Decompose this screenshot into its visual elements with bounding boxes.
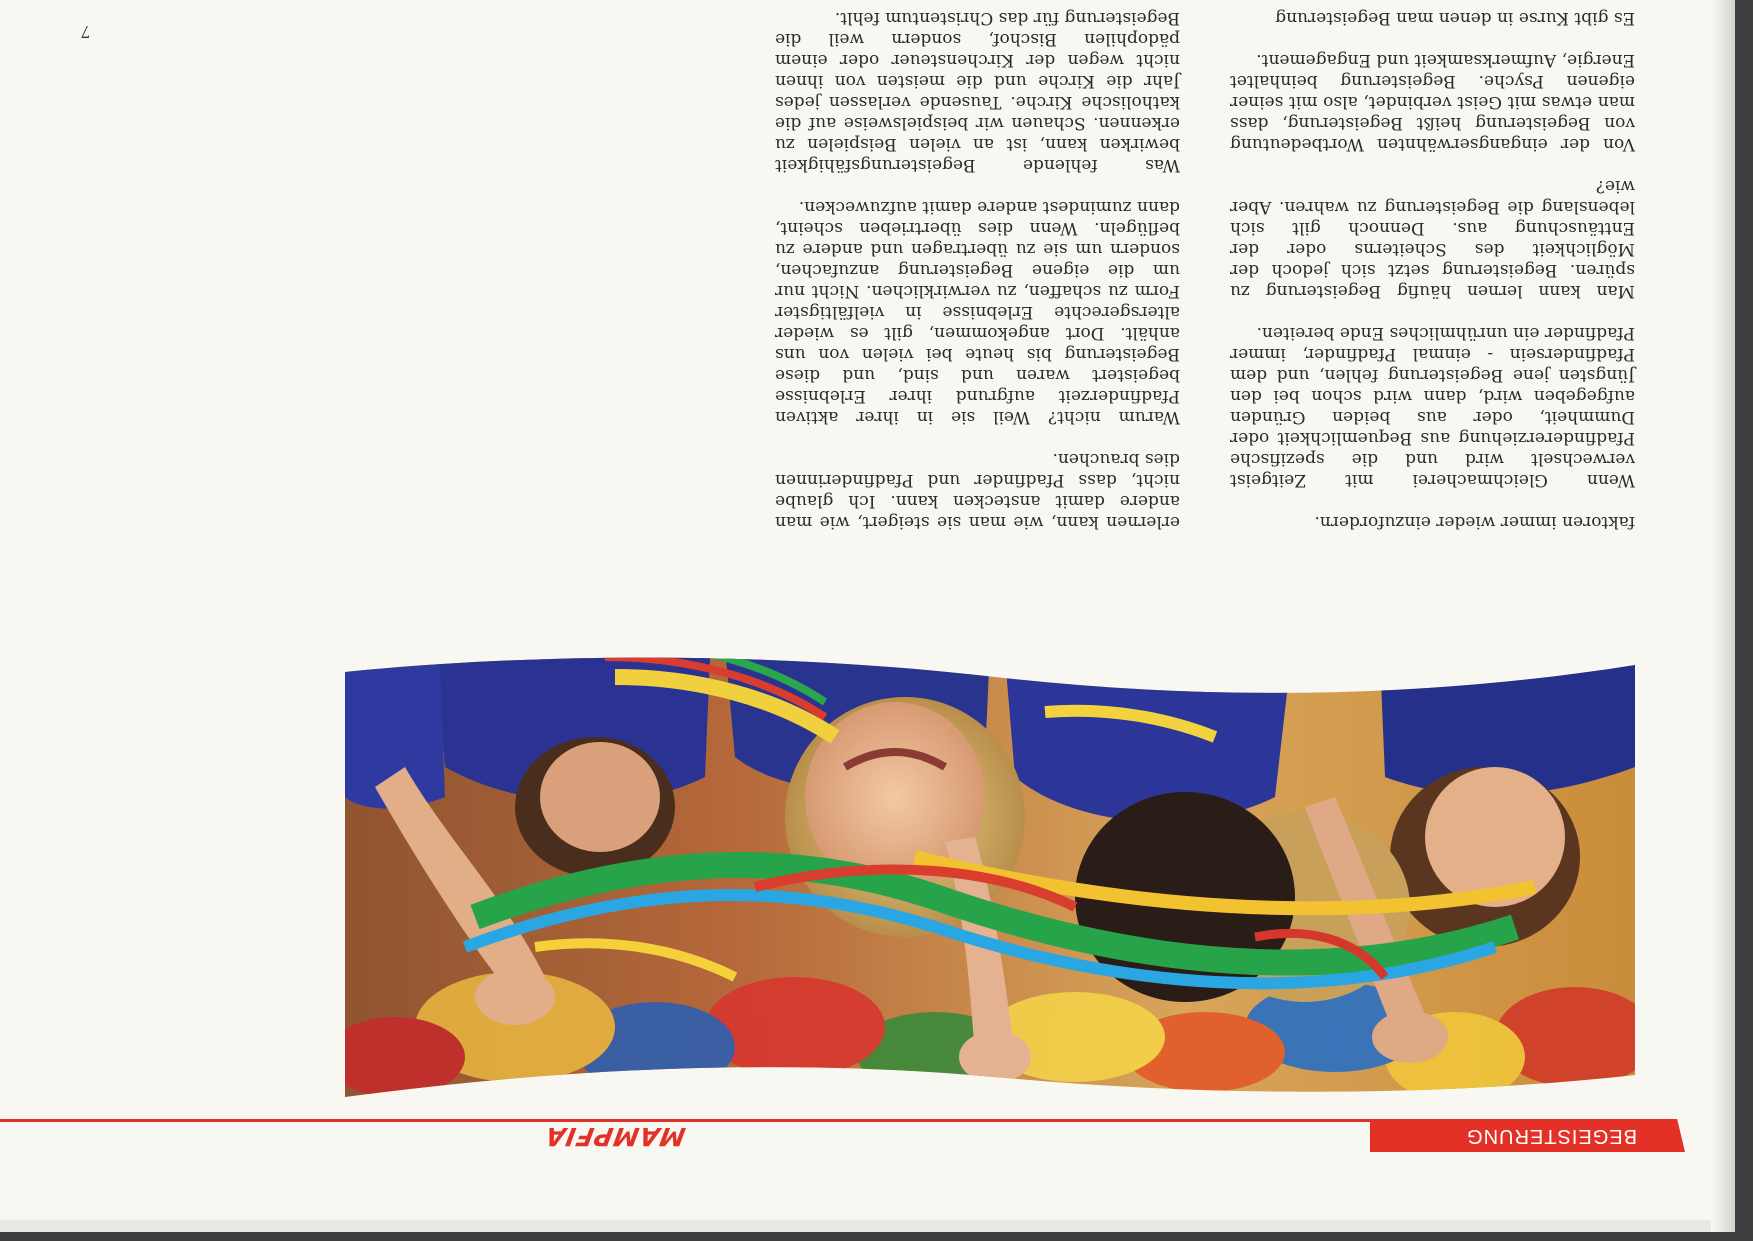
paragraph: faktoren immer wieder einzufordern. — [1314, 512, 1635, 532]
paragraph: Es gibt Kurse in denen man Begeisterung — [1275, 8, 1635, 28]
photo-image — [345, 537, 1635, 1097]
page-number: 7 — [81, 22, 90, 42]
section-header — [0, 1119, 1685, 1152]
paragraph: Von der eingangserwähnten Wortbedeutung von Begeisterung heißt Begeisterung, dass man etwas mit Geist verbindet, also mit seiner eigenen Psyche. Begeisterung beinhaltet Energie, Aufmerksamkeit und Engagement. — [1230, 50, 1635, 154]
page-gutter-shadow — [1711, 0, 1735, 1232]
page-edge — [0, 1220, 1735, 1232]
paragraph: Man kann lernen häufig Begeisterung zu spüren. Begeisterung setzt sich jedoch der Möglichkeit des Scheiterns oder der Enttäuschung aus. Dennoch gilt sich lebenslang die Begeisterung zu wahren. Aber wie? — [1230, 176, 1635, 301]
mampfia-logo: MAMPFIA — [542, 1122, 688, 1151]
article-column-right — [775, 0, 1180, 532]
article-column-left — [1230, 0, 1635, 532]
paragraph: erlernen kann, wie man sie steigert, wie man andere damit anstecken kann. Ich glaube nicht, dass Pfadfinder und Pfadfinderinnen dies brauchen. — [775, 449, 1180, 532]
scouts-crowd-photo — [345, 537, 1635, 1097]
paragraph: Warum nicht? Weil sie in ihrer aktiven Pfadfinderzeit aufgrund ihrer Erlebnisse begeistert waren und sind, und diese Begeisterung bis heute bei vielen von uns anhält. Dort angekommen, gilt es wieder altersgerechte Erlebnisse in vielfältigster Form zu schaffen, zu verwirklichen. Nicht nur um die eigene Begeisterung anzufachen, sondern um sie zu übertragen und andere zu beflügeln. Wenn dies übertrieben scheint, dann zumindest andere damit aufzuwecken. — [775, 197, 1180, 427]
paragraph: Was fehlende Begeisterungsfähigkeit bewirken kann, ist an vielen Beispielen zu erkennen. Schauen wir beispielsweise auf die katholische Kirche. Tausende verlassen jedes Jahr die Kirche und die meisten von ihnen nicht wegen der Kirchensteuer oder einem pädophilen Bischof, sondern weil die Begeisterung für das Christentum fehlt. — [775, 8, 1180, 175]
section-label: BEGEISTERUNG — [1466, 1125, 1637, 1147]
paragraph: Wenn Gleichmacherei mit Zeitgeist verwechselt wird und die spezifische Pfadfindererziehung aus Bequemlichkeit oder Dummheit, oder aus beiden Gründen aufgegeben wird, dann wird schon bei den Jüngsten jene Begeisterung fehlen, und dem Pfadfindersein - einmal Pfadfinder, immer Pfadfinder ein unrühmliches Ende bereiten. — [1230, 323, 1635, 490]
